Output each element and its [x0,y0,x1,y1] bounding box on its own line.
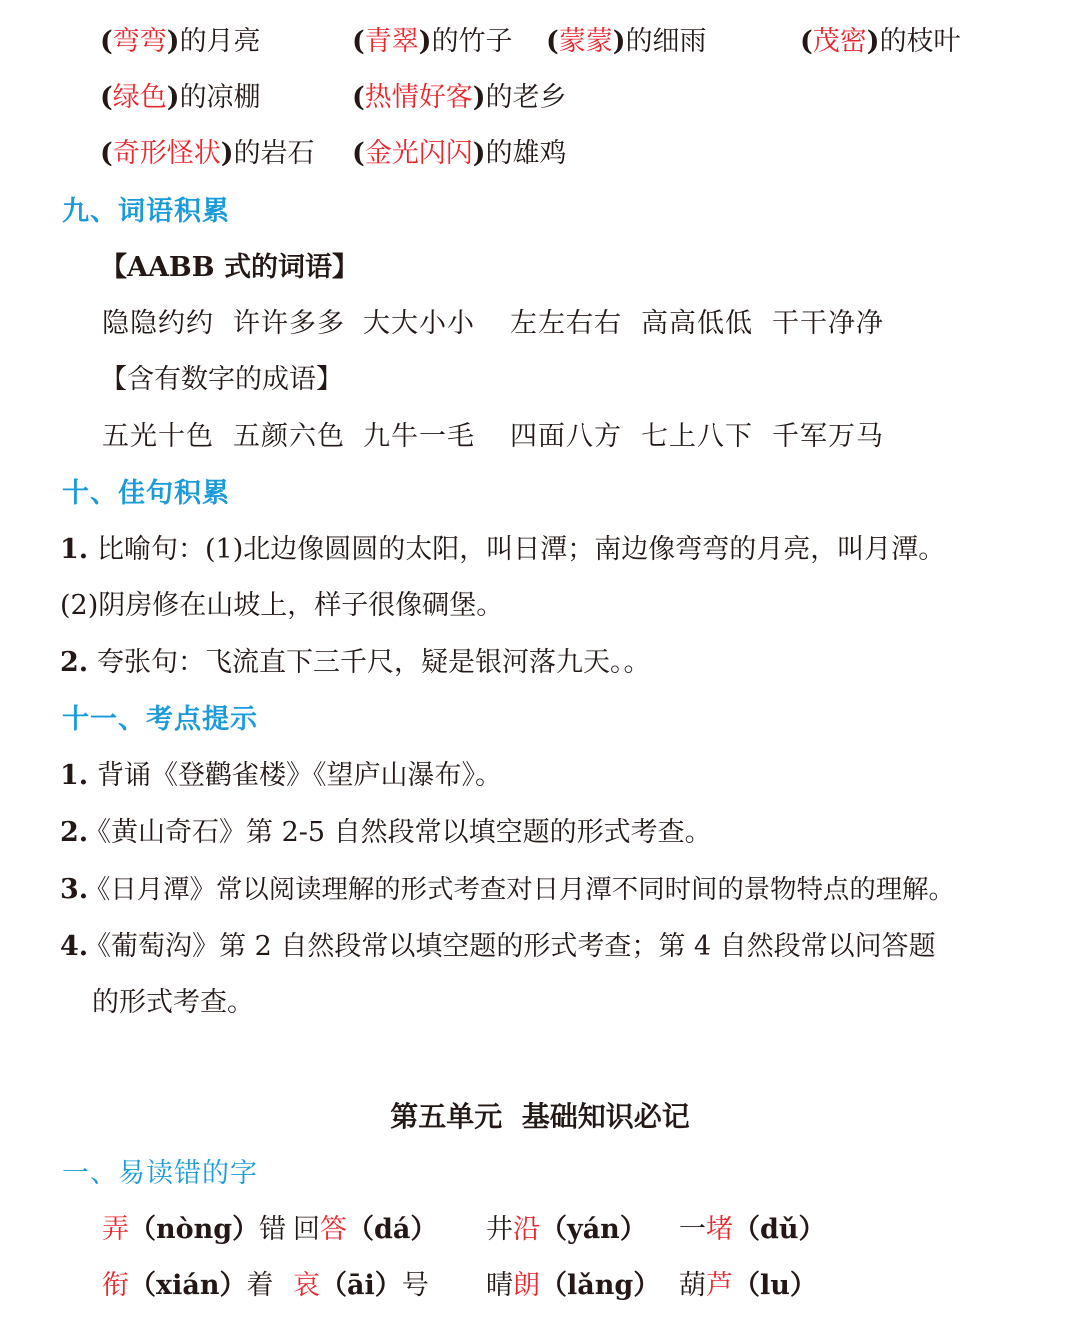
aabb-subheading: 【AABB 式的词语】 [100,252,359,283]
idiom-item: 四面八方 [510,421,622,452]
char-item: 葫芦（lu） [679,1270,817,1301]
phrase-item: (弯弯)的月亮 [100,26,261,57]
section-9-heading: 九、词语积累 [62,196,230,227]
phrase-item: (奇形怪状)的岩石 [100,138,315,169]
word-item: 隐隐约约 [102,308,214,339]
char-item: 回答（dá） [293,1214,438,1245]
idiom-item: 九牛一毛 [363,421,475,452]
idiom-item: 七上八下 [641,421,753,452]
section-11-heading: 十一、考点提示 [62,704,258,735]
word-item: 大大小小 [363,308,475,339]
word-item: 许许多多 [233,308,345,339]
unit-title: 第五单元 基础知识必记 [390,1100,690,1133]
phrase-item: (茂密)的枝叶 [800,26,961,57]
phrase-item: (青翠)的竹子 [352,26,513,57]
section-10-heading: 十、佳句积累 [62,478,230,509]
idiom-item: 五颜六色 [233,421,345,452]
number-idiom-subheading: 【含有数字的成语】 [100,364,343,395]
word-item: 干干净净 [772,308,884,339]
char-item: 弄（nòng）错 [102,1214,287,1245]
word-item: 高高低低 [641,308,753,339]
char-item: 衔（xián）着 [102,1270,274,1301]
char-item: 晴朗（lǎng） [486,1270,661,1301]
sentence-item-1b: (2)阴房修在山坡上，样子很像碉堡。 [60,590,504,621]
section-1-heading: 一、易读错的字 [62,1158,258,1189]
idiom-item: 千军万马 [772,421,884,452]
phrase-item: (蒙蒙)的细雨 [546,26,707,57]
phrase-item: (金光闪闪)的雄鸡 [352,138,567,169]
char-item: 井沿（yán） [486,1214,647,1245]
idiom-item: 五光十色 [102,421,214,452]
exam-tip-item-continuation: 的形式考查。 [92,987,254,1018]
phrase-item: (绿色)的凉棚 [100,82,261,113]
char-item: 一堵（dǔ） [679,1214,826,1245]
word-item: 左左右右 [510,308,622,339]
char-item: 哀（āi）号 [293,1270,429,1301]
phrase-item: (热情好客)的老乡 [352,82,567,113]
